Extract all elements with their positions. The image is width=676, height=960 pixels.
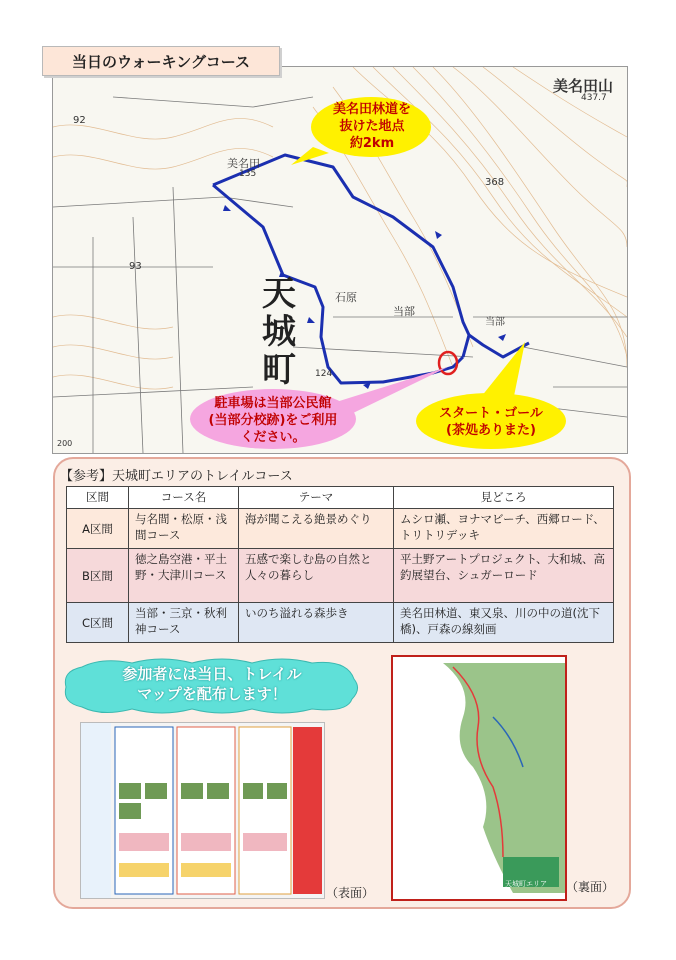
place-mina: 美名田 [227, 157, 260, 170]
notice-text: 参加者には当日、トレイル マップを配布します！ [122, 665, 302, 703]
back-caption: （裏面） [566, 880, 615, 894]
reference-title: 【参考】天城町エリアのトレイルコース [60, 469, 293, 484]
callout-parking: 駐車場は当部公民館 (当部分校跡)をご利用 ください。 [208, 396, 338, 445]
table-row [67, 603, 614, 643]
front-thumbnail-graphic [81, 723, 324, 898]
back-thumbnail-graphic [393, 657, 565, 899]
theme-cell: 五感で楽しむ島の自然と人々の暮らし [239, 549, 394, 603]
road-124: 124 [315, 369, 333, 379]
table-row [67, 549, 614, 603]
trail-course-table [66, 486, 614, 643]
highlights-cell: 美名田林道、東又泉、川の中の道(沈下橋)、戸森の線刻画 [394, 603, 614, 643]
elev-92: 92 [73, 115, 86, 126]
highlights-cell: ムシロ瀬、ヨナマビーチ、西郷ロード、トリトリデッキ [394, 509, 614, 549]
front-caption: （表面） [326, 886, 375, 900]
header-course: コース名 [129, 487, 239, 509]
header-theme: テーマ [239, 487, 394, 509]
course-cell: 徳之島空港・平土野・大津川コース [129, 549, 239, 603]
table-row [67, 509, 614, 549]
highlights-cell: 平土野アートプロジェクト、大和城、高釣展望台、シュガーロード [394, 549, 614, 603]
header-highlights: 見どころ [394, 487, 614, 509]
elev-135: 135 [239, 169, 257, 179]
section-cell: B区間 [67, 549, 129, 603]
place-ishihara: 石原 [335, 291, 357, 304]
section-cell: A区間 [67, 509, 129, 549]
mountain-name: 美名田山 [553, 77, 614, 95]
table-header-row [67, 487, 614, 509]
elev-93: 93 [129, 261, 142, 272]
callout-road-exit: 美名田林道を 抜けた地点 約2km [332, 102, 411, 151]
course-map [52, 66, 628, 454]
course-cell: 与名間・松原・浅間コース [129, 509, 239, 549]
back-area-label: 天城町エリア [505, 880, 547, 888]
callout-start-goal: スタート・ゴール (茶処ありまた) [439, 406, 543, 438]
header-section: 区間 [67, 487, 129, 509]
place-tobe: 当部 [393, 305, 415, 318]
trail-map-back-thumbnail [391, 655, 567, 901]
course-cell: 当部・三京・秋利神コース [129, 603, 239, 643]
theme-cell: 海が聞こえる絶景めぐり [239, 509, 394, 549]
place-tobe-2: 当部 [485, 317, 505, 328]
page-title: 当日のウォーキングコース [42, 46, 280, 76]
theme-cell: いのち溢れる森歩き [239, 603, 394, 643]
scale-200: 200 [57, 439, 73, 448]
mountain-height: 437.7 [581, 93, 607, 103]
elev-368: 368 [485, 177, 505, 188]
trail-map-front-thumbnail [80, 722, 325, 899]
town-name: 天城町 [262, 274, 296, 390]
section-cell: C区間 [67, 603, 129, 643]
